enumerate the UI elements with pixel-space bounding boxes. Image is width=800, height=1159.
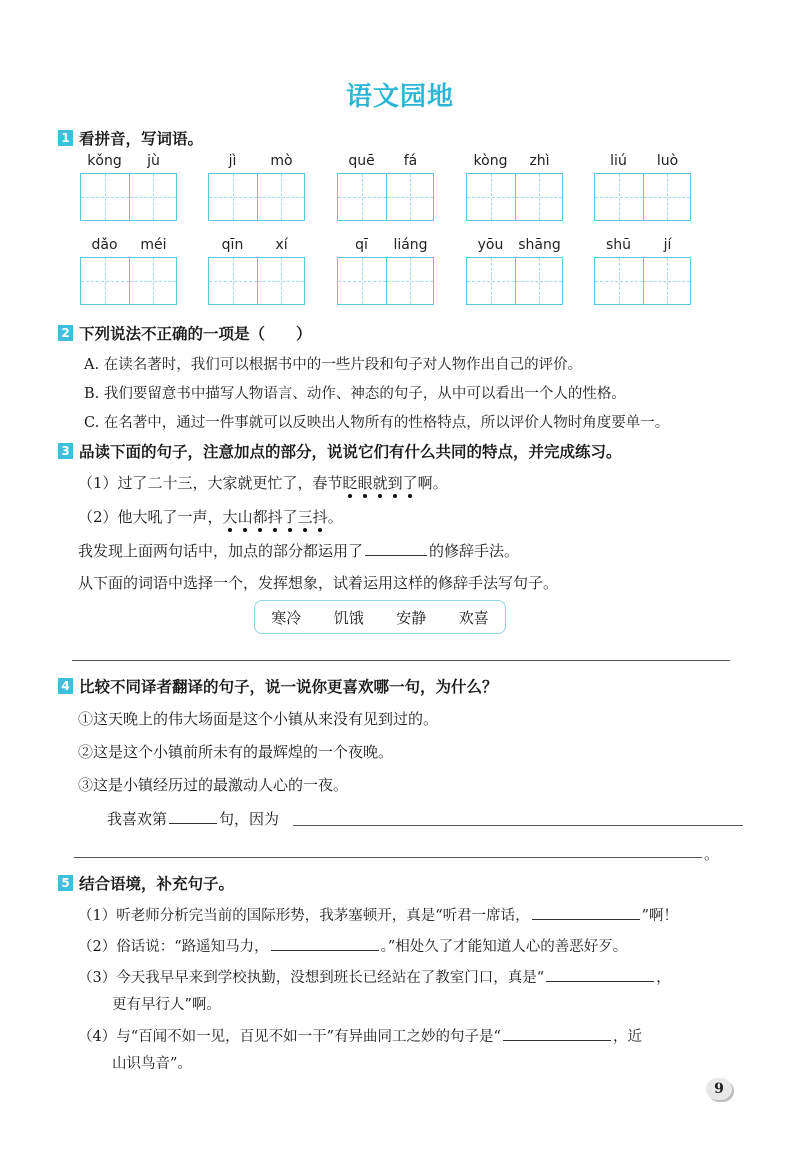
question-1-heading xyxy=(58,127,203,149)
writing-cell[interactable] xyxy=(257,174,305,220)
question-5-text: 结合语境，补充句子。 xyxy=(79,875,235,893)
pinyin-syllable: shāng xyxy=(518,237,561,253)
writing-cell[interactable] xyxy=(257,258,305,304)
pinyin-row xyxy=(208,153,306,173)
writing-cell[interactable] xyxy=(338,174,386,220)
question-4-heading xyxy=(58,675,498,697)
pinyin-syllable: dǎo xyxy=(91,237,118,253)
writing-grid xyxy=(208,173,305,221)
pinyin-syllable: kòng xyxy=(473,153,508,169)
emphasized-character: 山 xyxy=(237,508,253,526)
fill-blank-3[interactable] xyxy=(546,980,654,982)
fill-item-3-continued: 更有早行人”啊。 xyxy=(112,997,221,1013)
pinyin-word-group xyxy=(466,153,564,221)
writing-cell[interactable] xyxy=(467,258,515,304)
fill-item-1: （1）听老师分析完当前的国际形势，我茅塞顿开，真是“听君一席话， ”啊！ xyxy=(78,908,679,924)
question-2-heading xyxy=(58,322,312,344)
option-b: B. 我们要留意书中描写人物语言、动作、神态的句子，从中可以看出一个人的性格。 xyxy=(84,386,626,402)
option-c: C. 在名著中，通过一件事就可以反映出人物所有的性格特点，所以评价人物时角度要单一。 xyxy=(84,415,670,431)
fill-blank-2[interactable] xyxy=(271,949,379,951)
question-1-text: 看拼音，写词语。 xyxy=(79,130,204,148)
word-option: 欢喜 xyxy=(458,608,489,627)
pinyin-syllable: qīn xyxy=(221,237,244,253)
writing-cell[interactable] xyxy=(386,174,434,220)
emphasized-character: 三 xyxy=(297,508,313,526)
pinyin-syllable: fá xyxy=(403,153,418,169)
pinyin-row xyxy=(594,153,692,173)
page-number: 9 xyxy=(706,1078,732,1100)
translation-2: ②这是这个小镇前所未有的最辉煌的一个夜晚。 xyxy=(78,743,394,761)
writing-grid xyxy=(80,257,177,305)
emphasized-character: 抖 xyxy=(312,508,328,526)
fill-item-4: （4）与“百闻不如一见，百见不如一干”有异曲同工之妙的句子是“ ，近 xyxy=(78,1029,642,1045)
emphasized-character: 了 xyxy=(282,508,298,526)
pinyin-syllable: jì xyxy=(228,153,237,169)
pinyin-row xyxy=(208,237,306,257)
rhetoric-answer-blank[interactable] xyxy=(365,554,427,556)
pinyin-word-group xyxy=(337,153,435,221)
word-choice-box xyxy=(254,600,506,634)
writing-cell[interactable] xyxy=(338,258,386,304)
pinyin-word-group xyxy=(594,237,692,305)
fill-blank-1[interactable] xyxy=(532,918,640,920)
writing-grid xyxy=(337,173,434,221)
question-3-text: 品读下面的句子，注意加点的部分，说说它们有什么共同的特点，并完成练习。 xyxy=(79,443,622,461)
translation-1: ①这天晚上的伟大场面是这个小镇从来没有见到过的。 xyxy=(78,710,439,728)
pinyin-syllable: mò xyxy=(270,153,293,169)
pinyin-row xyxy=(337,237,435,257)
fill-item-2: （2）俗话说：“路遥知马力， 。”相处久了才能知道人心的善恶好歹。 xyxy=(78,939,628,955)
sentence-1: （1）过了二十三，大家就更忙了，春节眨眼就到了啊。 xyxy=(78,474,448,492)
question-2-text: 下列说法不正确的一项是（ ） xyxy=(79,325,312,343)
pinyin-row xyxy=(80,153,178,173)
writing-grid xyxy=(466,257,563,305)
pinyin-syllable: kǒng xyxy=(87,153,122,169)
writing-grid xyxy=(337,257,434,305)
preference-answer: 我喜欢第 句，因为 xyxy=(107,810,280,828)
pinyin-syllable: shū xyxy=(605,237,632,253)
question-4-text: 比较不同译者翻译的句子，说一说你更喜欢哪一句，为什么？ xyxy=(79,678,498,696)
writing-grid xyxy=(594,173,691,221)
question-number-badge: 1 xyxy=(58,130,73,146)
writing-cell[interactable] xyxy=(467,174,515,220)
writing-cell[interactable] xyxy=(595,174,643,220)
writing-grid xyxy=(594,257,691,305)
page-title: 语文园地 xyxy=(345,82,454,112)
word-option: 饥饿 xyxy=(333,608,364,627)
option-a: A. 在读名著时，我们可以根据书中的一些片段和句子对人物作出自己的评价。 xyxy=(84,357,583,373)
pinyin-syllable: luò xyxy=(656,153,679,169)
pinyin-row xyxy=(466,237,564,257)
fill-item-3: （3）今天我早早来到学校执勤，没想到班长已经站在了教室门口，真是“ ， xyxy=(78,970,671,986)
translation-3: ③这是小镇经历过的最激动人心的一夜。 xyxy=(78,776,349,794)
emphasized-character: 了 xyxy=(402,474,418,492)
pinyin-row xyxy=(594,237,692,257)
writing-cell[interactable] xyxy=(595,258,643,304)
emphasized-character: 大 xyxy=(222,508,238,526)
writing-cell[interactable] xyxy=(209,258,257,304)
pinyin-syllable: yōu xyxy=(477,237,504,253)
question-3-heading xyxy=(58,440,622,462)
pinyin-syllable: xí xyxy=(275,237,288,253)
pinyin-row xyxy=(80,237,178,257)
emphasized-character: 都 xyxy=(252,508,268,526)
emphasized-character: 眼 xyxy=(357,474,373,492)
reason-line-1[interactable] xyxy=(293,825,743,826)
writing-grid xyxy=(466,173,563,221)
question-number-badge: 3 xyxy=(58,443,73,459)
writing-instruction: 从下面的词语中选择一个，发挥想象，试着运用这样的修辞手法写句子。 xyxy=(78,574,559,592)
pinyin-word-group xyxy=(80,237,178,305)
pinyin-word-group xyxy=(594,153,692,221)
writing-grid xyxy=(80,173,177,221)
writing-cell[interactable] xyxy=(81,174,129,220)
writing-cell[interactable] xyxy=(515,258,563,304)
pinyin-word-group xyxy=(466,237,564,305)
pinyin-syllable: qī xyxy=(355,237,368,253)
pinyin-syllable: jí xyxy=(663,237,672,253)
writing-cell[interactable] xyxy=(129,174,177,220)
pinyin-syllable: jù xyxy=(147,153,160,169)
reason-line-2[interactable] xyxy=(74,857,702,858)
pinyin-word-group xyxy=(208,153,306,221)
pinyin-syllable: liú xyxy=(610,153,627,169)
emphasized-character: 就 xyxy=(372,474,388,492)
emphasized-character: 眨 xyxy=(342,474,358,492)
pinyin-syllable: liáng xyxy=(393,237,428,253)
pinyin-row xyxy=(337,153,435,173)
answer-line[interactable] xyxy=(72,660,730,661)
emphasized-character: 到 xyxy=(387,474,403,492)
writing-grid xyxy=(208,257,305,305)
pinyin-syllable: quē xyxy=(348,153,375,169)
word-option: 安静 xyxy=(396,608,427,627)
pinyin-word-group xyxy=(208,237,306,305)
pinyin-word-group xyxy=(337,237,435,305)
question-5-heading xyxy=(58,872,234,894)
dotted-phrase-1 xyxy=(343,474,418,492)
word-option: 寒冷 xyxy=(271,608,302,627)
writing-cell[interactable] xyxy=(81,258,129,304)
writing-cell[interactable] xyxy=(643,258,691,304)
pinyin-word-group xyxy=(80,153,178,221)
writing-cell[interactable] xyxy=(209,174,257,220)
writing-cell[interactable] xyxy=(643,174,691,220)
writing-cell[interactable] xyxy=(129,258,177,304)
pinyin-syllable: méi xyxy=(140,237,167,253)
writing-cell[interactable] xyxy=(515,174,563,220)
pinyin-row xyxy=(466,153,564,173)
sentence-2: （2）他大吼了一声，大山都抖了三抖。 xyxy=(78,508,343,526)
dotted-phrase-2 xyxy=(223,508,328,526)
fill-item-4-continued: 山识鸟音”。 xyxy=(112,1056,192,1072)
rhetoric-question: 我发现上面两句话中，加点的部分都运用了 的修辞手法。 xyxy=(78,542,520,560)
question-number-badge: 4 xyxy=(58,678,73,694)
question-number-badge: 5 xyxy=(58,875,73,891)
pinyin-syllable: zhì xyxy=(529,153,550,169)
sentence-number-blank[interactable] xyxy=(169,822,217,824)
question-number-badge: 2 xyxy=(58,325,73,341)
fill-blank-4[interactable] xyxy=(503,1039,611,1041)
period-mark: 。 xyxy=(704,845,720,863)
writing-cell[interactable] xyxy=(386,258,434,304)
emphasized-character: 抖 xyxy=(267,508,283,526)
